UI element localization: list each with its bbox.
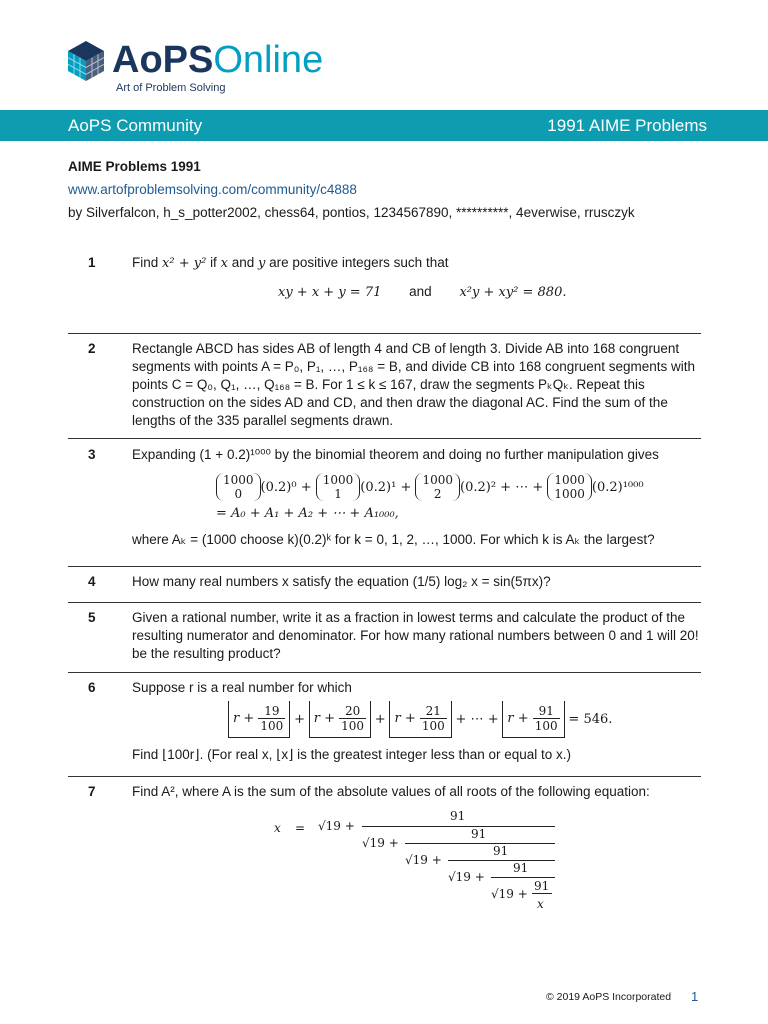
problem-body: How many real numbers x satisfy the equation (1/5) log₂ x = sin(5πx)? bbox=[132, 574, 551, 589]
problem-3 bbox=[68, 446, 701, 549]
equation: x²y + xy² = 880. bbox=[459, 285, 567, 300]
logo-aops: AoPS bbox=[112, 39, 214, 81]
problem-number: 7 bbox=[88, 784, 96, 799]
problem-number: 3 bbox=[88, 447, 96, 462]
logo-online: Online bbox=[213, 39, 324, 81]
problem-5 bbox=[68, 609, 701, 663]
problem-text: Find bbox=[132, 255, 159, 270]
problem-number: 1 bbox=[88, 255, 96, 270]
document-title: 1991 AIME Problems bbox=[547, 116, 707, 135]
problem-text: Find ⌊100r⌋. (For real x, ⌊x⌋ is the greatest integer less than or equal to x.) bbox=[132, 747, 572, 762]
meta-title: AIME Problems 1991 bbox=[68, 159, 201, 174]
divider bbox=[68, 333, 701, 334]
community-label: AoPS Community bbox=[68, 116, 203, 135]
equation: = 546. bbox=[568, 712, 613, 728]
problem-text: are positive integers such that bbox=[269, 255, 449, 270]
problem-4 bbox=[68, 573, 701, 591]
equation: = A₀ + A₁ + A₂ + ⋯ + A₁₀₀₀, bbox=[216, 506, 399, 521]
logo-wordmark bbox=[112, 37, 323, 83]
meta-authors: by Silverfalcon, h_s_potter2002, chess64, pontios, 1234567890, **********, 4everwise, rrusczyk bbox=[68, 205, 635, 220]
problem-body bbox=[132, 679, 701, 764]
divider bbox=[68, 566, 701, 567]
problem-text: Expanding (1 + 0.2)¹⁰⁰⁰ by the binomial theorem and doing no further manipulation gives bbox=[132, 447, 659, 462]
divider bbox=[68, 602, 701, 603]
problem-text: where Aₖ = (1000 choose k)(0.2)ᵏ for k = 0, 1, 2, …, 1000. For which k is Aₖ the largest? bbox=[132, 532, 655, 547]
equation: xy + x + y = 71 bbox=[278, 285, 382, 300]
divider bbox=[68, 776, 701, 777]
problem-body bbox=[132, 783, 701, 801]
binomial: 1000 1000 bbox=[547, 473, 592, 501]
divider bbox=[68, 438, 701, 439]
floor-term: r + $\frac{21}{100}$ bbox=[389, 701, 451, 738]
display-equation bbox=[278, 283, 701, 302]
problem-number: 6 bbox=[88, 680, 96, 695]
binomial-expansion: 1000 0 (0.2)⁰ + 1000 1 (0.2)¹ + 1000 2 (0.2)² + ⋯ + 1000 1000 (0.2)¹⁰⁰⁰ bbox=[216, 470, 701, 505]
logo-subtitle: Art of Problem Solving bbox=[116, 82, 226, 94]
floor-term: r + $\frac{91}{100}$ bbox=[502, 701, 564, 738]
binomial: 1000 1 bbox=[316, 473, 361, 501]
math-var: x bbox=[220, 256, 228, 271]
problem-body bbox=[132, 446, 701, 549]
floor-term: r + $\frac{19}{100}$ bbox=[228, 701, 290, 738]
problem-number: 2 bbox=[88, 341, 96, 356]
problem-body: Rectangle ABCD has sides AB of length 4 and CB of length 3. Divide AB into 168 congruent segments with points A = P₀, P₁, …, P₁₆₈ = B, and divide CB into 168 congruent segments with points C = Q₀, Q₁, …, Q₁₆₈ = B. For 1 ≤ k ≤ 167, draw the segments PₖQₖ. Repeat this construction on the sides AD and CD, and then draw the diagonal AC. Find the sum of the lengths of the 335 parallel segments drawn. bbox=[132, 341, 696, 428]
problem-6 bbox=[68, 679, 701, 764]
copyright: © 2019 AoPS Incorporated bbox=[546, 991, 672, 1003]
problem-text: and bbox=[231, 255, 255, 270]
title-banner bbox=[0, 110, 768, 141]
problem-1 bbox=[68, 254, 701, 302]
problem-2 bbox=[68, 340, 701, 430]
problem-body: Given a rational number, write it as a fraction in lowest terms and calculate the product of the resulting numerator and denominator. For how many rational numbers between 0 and 1 will 20! be the resulting product? bbox=[132, 610, 699, 661]
problem-7: 7 Find A², where A is the sum of the absolute values of all roots of the following equation: x = √19 + 91 √19 + 91 √19 + 91 √19 + 91 √19 + 91 x bbox=[68, 783, 701, 913]
binomial: 1000 2 bbox=[415, 473, 460, 501]
floor-sum: r + $\frac{19}{100}$ + r + $\frac{20}{100}$ + r + $\frac{21}{100}$ + ⋯ + r + $\frac{91}{100}$ = 546. bbox=[228, 701, 701, 738]
problem-text: and bbox=[409, 284, 432, 299]
floor-term: r + $\frac{20}{100}$ bbox=[309, 701, 371, 738]
aops-logo[interactable] bbox=[66, 37, 326, 97]
document-meta bbox=[68, 155, 635, 224]
binomial: 1000 0 bbox=[216, 473, 261, 501]
page-number: 1 bbox=[691, 989, 699, 1004]
problem-text: Find A², where A is the sum of the absolute values of all roots of the following equation: bbox=[132, 784, 650, 799]
math-expr: x² + y² bbox=[162, 256, 207, 271]
math-var: y bbox=[257, 256, 266, 271]
problem-body bbox=[132, 254, 701, 302]
problem-text: Suppose r is a real number for which bbox=[132, 680, 352, 695]
meta-url-link[interactable]: www.artofproblemsolving.com/community/c4888 bbox=[68, 182, 357, 197]
problem-number: 5 bbox=[88, 610, 96, 625]
divider bbox=[68, 672, 701, 673]
problem-number: 4 bbox=[88, 574, 96, 589]
problem-text: if bbox=[210, 255, 217, 270]
cube-logo-icon bbox=[66, 39, 106, 83]
